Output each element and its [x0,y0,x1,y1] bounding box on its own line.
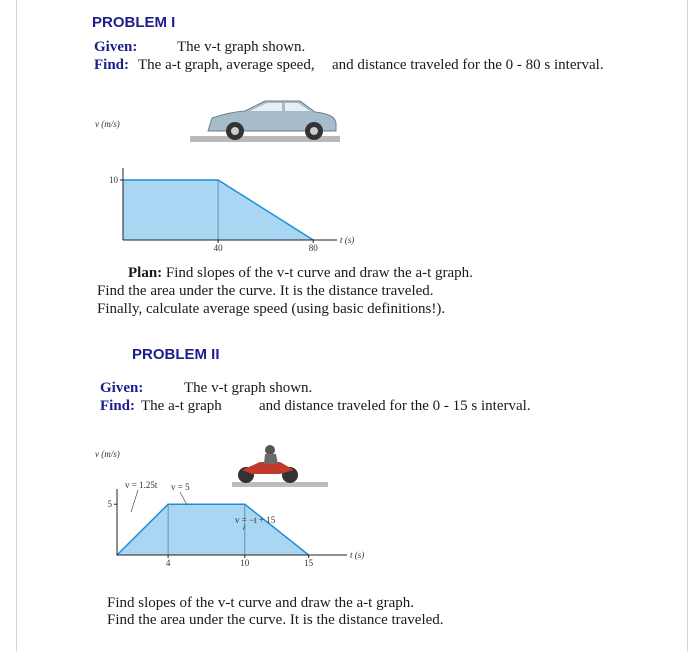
x-tick-label: 15 [304,558,314,568]
problem2-given-text: The v-t graph shown. [184,380,313,396]
y-tick-label: 5 [107,499,112,510]
problem1-find-label: Find: [94,57,130,73]
problem2-find-text: The a-t graph [141,398,222,414]
y-tick-label: 10 [109,175,118,185]
problem1-heading: PROBLEM I [92,14,176,31]
equation-annotation: v = −t + 15 [235,515,276,525]
y-axis-label: v (m/s) [95,119,120,129]
area-fill [117,504,309,555]
problem1-find-text: The a-t graph, average speed, [138,57,315,73]
problem1-find-text2: and distance traveled for the 0 - 80 s interval. [332,57,604,73]
plan-text: Find slopes of the v-t curve and draw the a-t graph. [165,265,473,281]
problem1-given-text: The v-t graph shown. [177,39,306,55]
problem2-find-text2: and distance traveled for the 0 - 15 s interval. [259,398,531,414]
vt-chart-2 [95,449,365,575]
annotation-leader [131,490,138,512]
problem2-note-line2: Find the area under the curve. It is the distance traveled. [107,612,444,628]
y-axis-label: v (m/s) [95,449,120,459]
equation-annotation: v = 5 [171,482,190,492]
x-tick-label: 80 [308,243,318,253]
vt-chart-1 [95,110,375,260]
problem1-plan-line2: Find the area under the curve. It is the distance traveled. [97,283,434,299]
problem1-plan-line3: Finally, calculate average speed (using basic definitions!). [97,301,446,317]
plan-label: Plan: [128,265,163,281]
problem2-heading: PROBLEM II [132,346,220,363]
x-tick-label: 40 [213,243,223,253]
problem2-given-label: Given: [100,380,144,396]
x-axis-label: t (s) [350,550,365,560]
problem2-find-label: Find: [100,398,136,414]
equation-annotation: v = 1.25t [125,480,158,490]
x-tick-label: 4 [165,558,171,568]
problem2-note-line1: Find slopes of the v-t curve and draw the a-t graph. [107,595,414,611]
problem1-plan-line1 [128,265,473,282]
problem1-given-label: Given: [94,39,138,55]
annotation-leader [180,492,187,505]
x-axis-label: t (s) [340,235,355,245]
x-tick-label: 10 [240,558,250,568]
